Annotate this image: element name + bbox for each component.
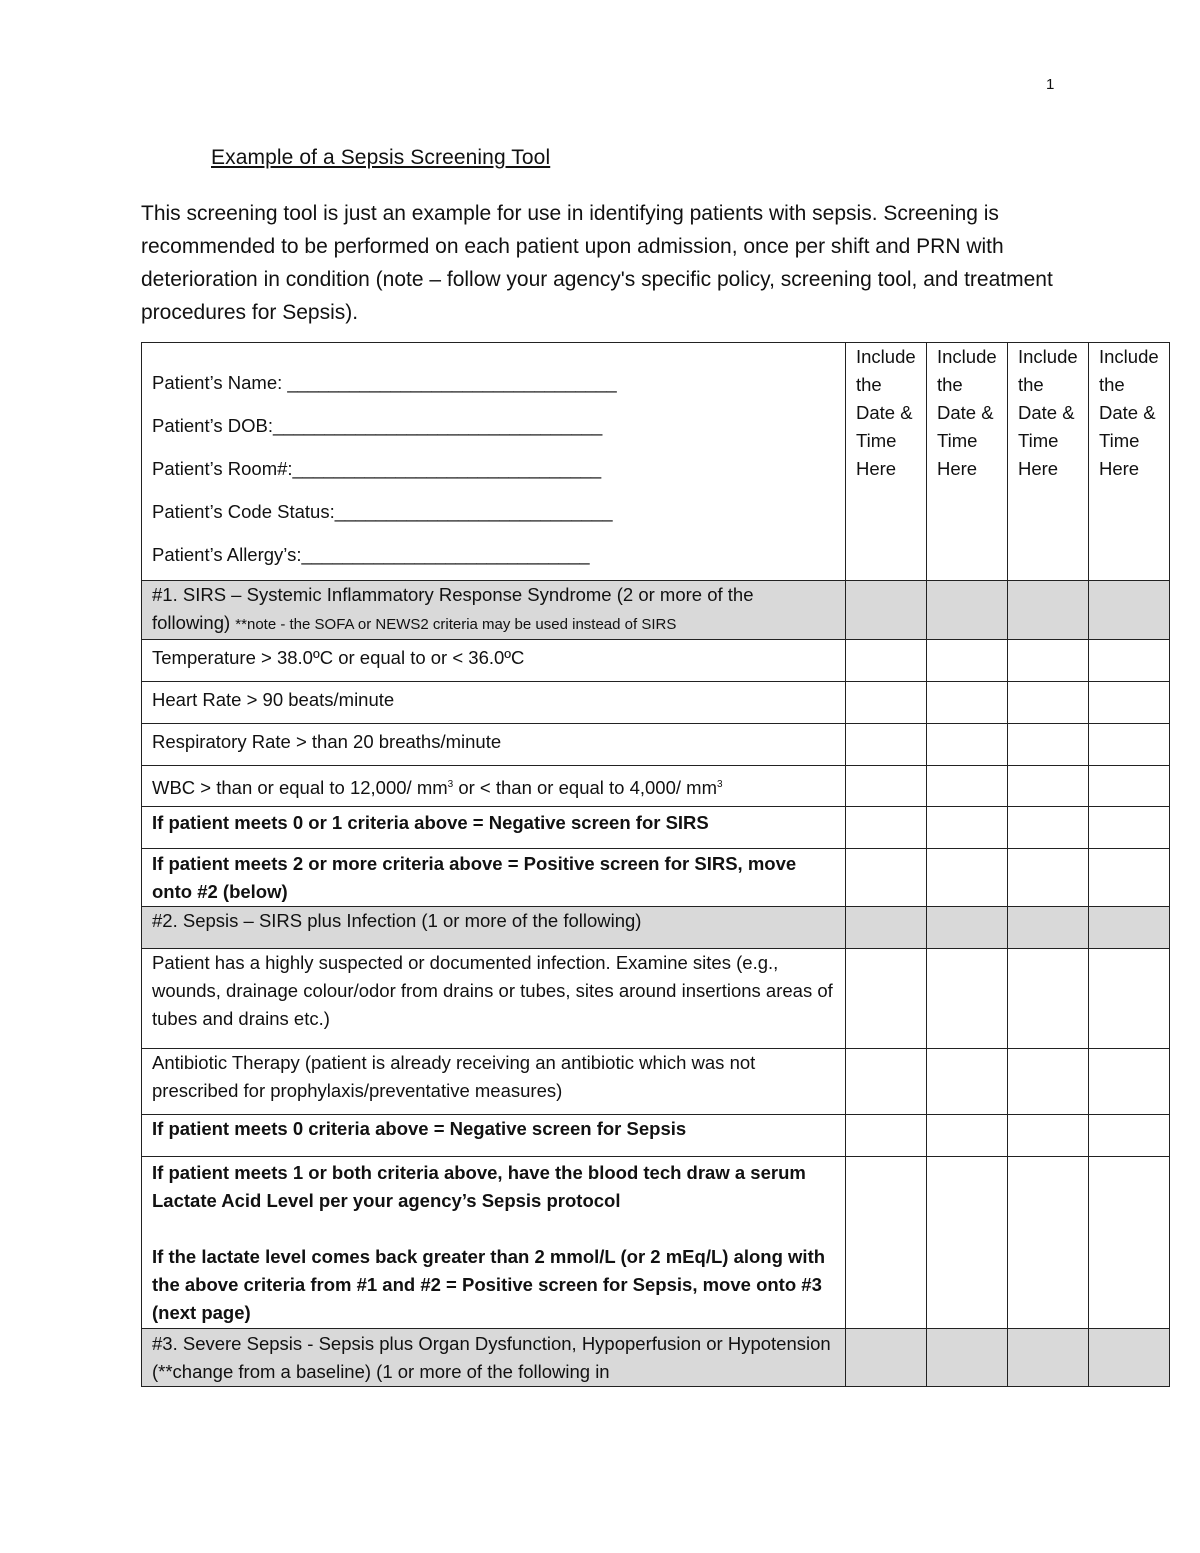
sirs-positive-label: If patient meets 2 or more criteria above = Positive screen for SIRS, move onto #2 (below)	[142, 849, 846, 907]
check-cell[interactable]	[927, 1115, 1008, 1157]
check-cell[interactable]	[927, 1329, 1008, 1387]
sirs-header-cell	[142, 581, 846, 640]
check-cell[interactable]	[927, 1157, 1008, 1329]
sirs-header-row	[142, 581, 1170, 640]
check-cell[interactable]	[1089, 1115, 1170, 1157]
sepsis-negative-row	[142, 1115, 1170, 1157]
wbc-label	[142, 766, 846, 807]
wbc-row	[142, 766, 1170, 807]
heart-rate-row	[142, 682, 1170, 724]
intro-paragraph: This screening tool is just an example for use in identifying patients with sepsis. Screening is recommended to be performed on each patient upon admission, once per shift and PRN with deterioration in condition (note – follow your agency's specific policy, screening tool, and treatment procedures for Sepsis).	[141, 202, 1053, 324]
check-cell[interactable]	[1008, 766, 1089, 807]
check-cell[interactable]	[927, 640, 1008, 682]
check-cell[interactable]	[1089, 581, 1170, 640]
check-cell[interactable]	[846, 1157, 927, 1329]
check-cell[interactable]	[1089, 640, 1170, 682]
check-cell[interactable]	[927, 724, 1008, 766]
sepsis-header-label: #2. Sepsis – SIRS plus Infection (1 or more of the following)	[142, 907, 846, 949]
check-cell[interactable]	[927, 907, 1008, 949]
check-cell[interactable]	[1008, 849, 1089, 907]
check-cell[interactable]	[846, 766, 927, 807]
wbc-text-1: WBC > than or equal to 12,000/ mm	[152, 777, 448, 798]
sepsis-positive-label-1: If patient meets 1 or both criteria above, have the blood tech draw a serum Lactate Acid Level per your agency’s Sepsis protocol	[152, 1162, 806, 1211]
check-cell[interactable]	[846, 640, 927, 682]
sepsis-header-row	[142, 907, 1170, 949]
check-cell[interactable]	[846, 849, 927, 907]
check-cell[interactable]	[1089, 724, 1170, 766]
sepsis-positive-cell	[142, 1157, 846, 1329]
respiratory-rate-label: Respiratory Rate > than 20 breaths/minute	[142, 724, 846, 766]
page-number: 1	[1046, 76, 1055, 93]
check-cell[interactable]	[1089, 682, 1170, 724]
severe-sepsis-header-row	[142, 1329, 1170, 1387]
check-cell[interactable]	[846, 807, 927, 849]
check-cell[interactable]	[1089, 1157, 1170, 1329]
check-cell[interactable]	[846, 949, 927, 1049]
check-cell[interactable]	[927, 807, 1008, 849]
check-cell[interactable]	[846, 907, 927, 949]
sepsis-positive-label-2: If the lactate level comes back greater than 2 mmol/L (or 2 mEq/L) along with the above criteria from #1 and #2 = Positive screen for Sepsis, move onto #3 (next page)	[152, 1246, 826, 1323]
antibiotic-label: Antibiotic Therapy (patient is already receiving an antibiotic which was not prescribed for prophylaxis/preventative measures)	[142, 1049, 846, 1115]
patient-code-status-field[interactable]: Patient’s Code Status:___________________________	[152, 501, 613, 522]
sirs-positive-row	[142, 849, 1170, 907]
check-cell[interactable]	[927, 949, 1008, 1049]
severe-sepsis-header-label: #3. Severe Sepsis - Sepsis plus Organ Dysfunction, Hypoperfusion or Hypotension (**change from a baseline) (1 or more of the following in	[142, 1329, 846, 1387]
date-header-4[interactable]: Include the Date & Time Here	[1089, 343, 1170, 581]
check-cell[interactable]	[1008, 907, 1089, 949]
patient-allergies-field[interactable]: Patient’s Allergy’s:____________________________	[152, 544, 590, 565]
infection-label: Patient has a highly suspected or documented infection. Examine sites (e.g., wounds, drainage colour/odor from drains or tubes, sites around insertions areas of tubes and drains etc.)	[142, 949, 846, 1049]
temperature-row	[142, 640, 1170, 682]
check-cell[interactable]	[1008, 1049, 1089, 1115]
sirs-negative-row	[142, 807, 1170, 849]
patient-info-cell	[142, 343, 846, 581]
check-cell[interactable]	[846, 682, 927, 724]
check-cell[interactable]	[846, 581, 927, 640]
patient-dob-field[interactable]: Patient’s DOB:________________________________	[152, 415, 603, 436]
sirs-note: **note - the SOFA or NEWS2 criteria may be used instead of SIRS	[235, 616, 677, 633]
check-cell[interactable]	[846, 1329, 927, 1387]
temperature-label: Temperature > 38.0ºC or equal to or < 36.0ºC	[142, 640, 846, 682]
check-cell[interactable]	[927, 682, 1008, 724]
check-cell[interactable]	[927, 1049, 1008, 1115]
check-cell[interactable]	[1008, 682, 1089, 724]
heart-rate-label: Heart Rate > 90 beats/minute	[142, 682, 846, 724]
patient-info-row	[142, 343, 1170, 581]
patient-room-field[interactable]: Patient’s Room#:______________________________	[152, 458, 602, 479]
check-cell[interactable]	[1089, 949, 1170, 1049]
check-cell[interactable]	[1008, 724, 1089, 766]
screening-table	[141, 342, 1170, 1387]
date-header-3[interactable]: Include the Date & Time Here	[1008, 343, 1089, 581]
check-cell[interactable]	[927, 766, 1008, 807]
wbc-superscript-1: 3	[447, 778, 454, 790]
check-cell[interactable]	[1089, 1329, 1170, 1387]
check-cell[interactable]	[1008, 1115, 1089, 1157]
page-title: Example of a Sepsis Screening Tool	[211, 146, 551, 169]
wbc-superscript-2: 3	[716, 778, 723, 790]
check-cell[interactable]	[1008, 949, 1089, 1049]
check-cell[interactable]	[1008, 581, 1089, 640]
check-cell[interactable]	[846, 1049, 927, 1115]
check-cell[interactable]	[1008, 1329, 1089, 1387]
check-cell[interactable]	[1089, 1049, 1170, 1115]
infection-row	[142, 949, 1170, 1049]
check-cell[interactable]	[1089, 849, 1170, 907]
sepsis-positive-row	[142, 1157, 1170, 1329]
check-cell[interactable]	[1089, 807, 1170, 849]
check-cell[interactable]	[1089, 907, 1170, 949]
date-header-2[interactable]: Include the Date & Time Here	[927, 343, 1008, 581]
respiratory-rate-row	[142, 724, 1170, 766]
wbc-text-2: or < than or equal to 4,000/ mm	[453, 777, 717, 798]
sirs-negative-label: If patient meets 0 or 1 criteria above = Negative screen for SIRS	[142, 807, 846, 849]
check-cell[interactable]	[1008, 640, 1089, 682]
sirs-header-text: #1. SIRS – Systemic Inflammatory Response Syndrome (2 or more of the following)	[152, 584, 754, 633]
check-cell[interactable]	[927, 581, 1008, 640]
check-cell[interactable]	[846, 1115, 927, 1157]
check-cell[interactable]	[1008, 807, 1089, 849]
check-cell[interactable]	[1008, 1157, 1089, 1329]
date-header-1[interactable]: Include the Date & Time Here	[846, 343, 927, 581]
patient-name-field[interactable]: Patient’s Name: ________________________________	[152, 372, 617, 393]
sepsis-negative-label: If patient meets 0 criteria above = Negative screen for Sepsis	[142, 1115, 846, 1157]
check-cell[interactable]	[927, 849, 1008, 907]
check-cell[interactable]	[846, 724, 927, 766]
antibiotic-row	[142, 1049, 1170, 1115]
check-cell[interactable]	[1089, 766, 1170, 807]
